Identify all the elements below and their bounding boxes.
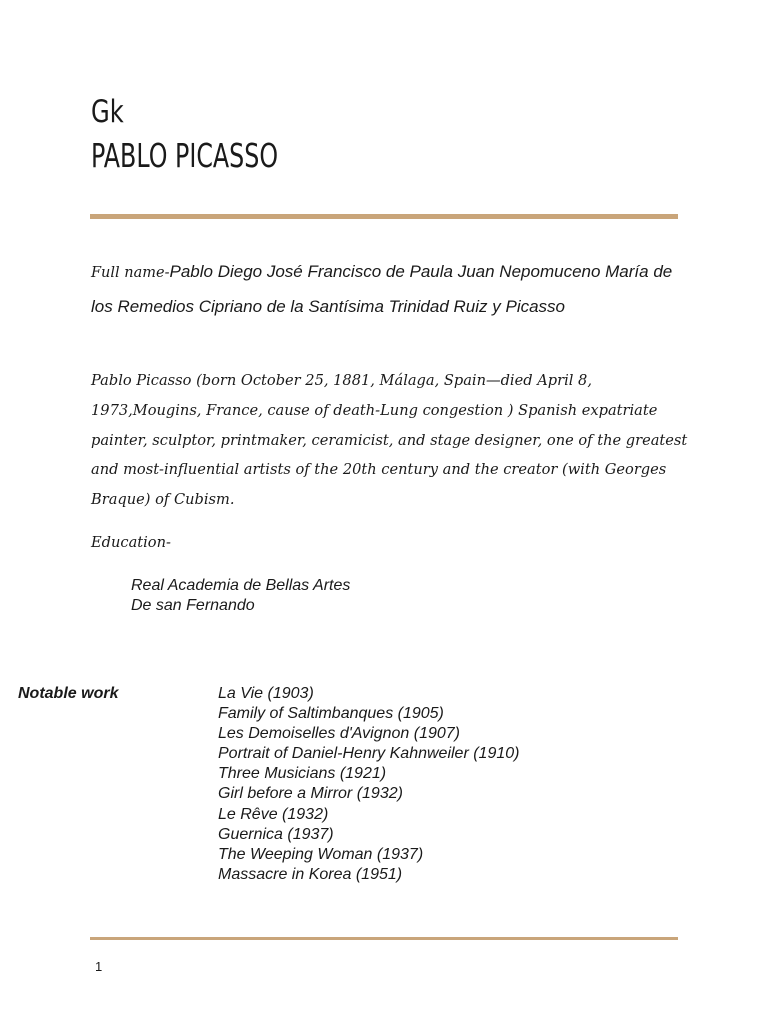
- education-list: [131, 576, 350, 616]
- notable-work-list: [218, 684, 519, 885]
- page-number: 1: [95, 959, 103, 974]
- full-name-label: Full name-: [91, 265, 170, 281]
- notable-work-item: Three Musicians (1921): [218, 765, 387, 783]
- notable-work-item: Le Rêve (1932): [218, 805, 329, 823]
- bottom-divider: [90, 937, 678, 940]
- education-line: De san Fernando: [131, 597, 255, 614]
- biography-paragraph: Pablo Picasso (born October 25, 1881, Málaga, Spain—died April 8, 1973,Mougins, France, cause of death-Lung congestion ) Spanish expatriate painter, sculptor, printmaker, ceramicist, and stage designer, one of the greatest and most-influential artists of the 20th century and the creator (with Georges Braque) of Cubism.: [91, 372, 688, 509]
- top-divider: [90, 214, 678, 219]
- full-name-paragraph: [91, 255, 681, 323]
- notable-work-label: Notable work: [18, 685, 119, 702]
- notable-work-item: Family of Saltimbanques (1905): [218, 705, 444, 723]
- education-label: Education-: [91, 534, 171, 551]
- notable-work-item: Massacre in Korea (1951): [218, 865, 403, 883]
- full-name-value: Pablo Diego José Francisco de Paula Juan Nepomuceno María de los Remedios Cipriano de la Santísima Trinidad Ruiz y Picasso: [91, 262, 673, 316]
- page-title: PABLO PICASSO: [91, 136, 279, 175]
- document-header: [91, 92, 681, 177]
- subject-heading: Gk: [91, 94, 124, 130]
- notable-work-item: The Weeping Woman (1937): [218, 845, 424, 863]
- notable-work-item: Les Demoiselles d'Avignon (1907): [218, 725, 461, 743]
- notable-work-item: Girl before a Mirror (1932): [218, 785, 403, 803]
- notable-work-item: Guernica (1937): [218, 825, 334, 843]
- notable-work-item: La Vie (1903): [218, 685, 314, 702]
- notable-work-item: Portrait of Daniel-Henry Kahnweiler (1910): [218, 745, 520, 763]
- education-line: Real Academia de Bellas Artes: [131, 577, 351, 594]
